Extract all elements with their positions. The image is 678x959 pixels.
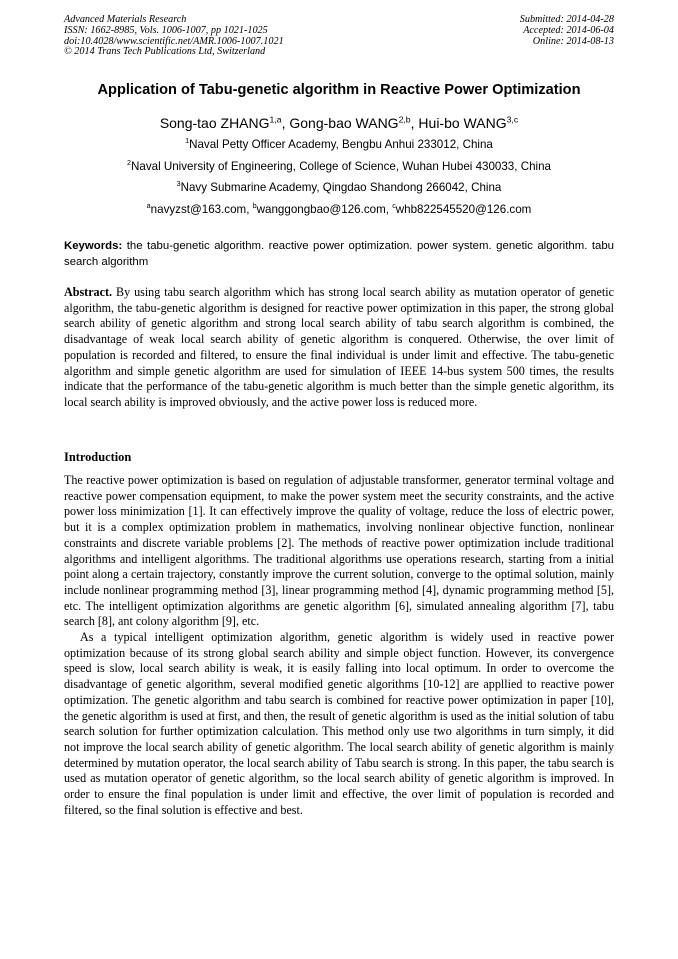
email-sup: a <box>146 201 151 211</box>
affiliation-text: Naval Petty Officer Academy, Bengbu Anhui 233012, China <box>189 138 493 151</box>
journal-copyright: © 2014 Trans Tech Publications Ltd, Switzerland <box>64 46 266 58</box>
email-address[interactable]: navyzst@163.com, <box>150 203 253 216</box>
accepted-date: Accepted: 2014-06-04 <box>523 24 614 36</box>
journal-doi: doi:10.4028/www.scientific.net/AMR.1006-1007.1021 <box>64 35 284 47</box>
online-date: Online: 2014-08-13 <box>532 35 614 47</box>
author-name: Gong-bao WANG <box>289 115 399 131</box>
author-sup: 1,a <box>269 114 282 125</box>
dates-header <box>520 15 614 47</box>
abstract-block <box>64 285 614 411</box>
journal-issn: ISSN: 1662-8985, Vols. 1006-1007, pp 1021-1025 <box>64 24 268 36</box>
author-sup: 2,b <box>398 114 411 125</box>
affiliation-sup: 2 <box>127 158 131 168</box>
email-sup: c <box>392 201 396 211</box>
affiliation <box>0 138 678 151</box>
affiliation <box>0 181 678 194</box>
author-name: Song-tao ZHANG <box>159 115 270 131</box>
submitted-date: Submitted: 2014-04-28 <box>519 14 614 25</box>
journal-name: Advanced Materials Research <box>64 14 187 25</box>
email-address[interactable]: wanggongbao@126.com, <box>256 203 393 216</box>
journal-header <box>64 15 284 58</box>
intro-paragraph: As a typical intelligent optimization algorithm, genetic algorithm is widely used in reactive power optimization because of its strong global search ability and simple object function. However, its convergence speed is slow, local search ability is weak, it is easily falling into local optimum. In order to overcome the disadvantage of genetic algorithm, several modified genetic algorithms [10-12] are appllied to reactive power optimization. The genetic algorithm and tabu search is combined for reactive power optimization in paper [10], the genetic algorithm is used at first, and then, the result of genetic algorithm is used as the initial solution of tabu search solution for further optimization calculation. This method only use two algorithms in turn simply, it did not improve the local search ability of genetic algorithm. The local search ability of genetic algorithm is mainly determined by mutation operator, the local search ability of Tabu search is strong. In this paper, the tabu search is used as mutation operator of genetic algorithm, so the local search ability of genetic algorithm is improved. In order to ensure the final population is under limit and effective, the over limit of population is recorded and filtered, so the final solution is effective and best. <box>64 630 614 817</box>
author-separator: , <box>281 115 290 131</box>
keywords-block <box>64 239 614 270</box>
abstract-text: By using tabu search algorithm which has strong local search ability as mutation operator of genetic algorithm, the tabu-genetic algorithm is designed for reactive power optimization in this paper, the strong global search ability of genetic algorithm and strong local search ability of tabu search algorithm is combined, the disadvantage of weak local search ability of genetic algorithm is conquered. Otherwise, the over limit of population is recorded and filtered, to ensure the final individual is under limit and effective. The tabu-genetic algorithm and simple genetic algorithm are used for simulation of IEEE 14-bus system 500 times, the results indicate that the performance of the tabu-genetic algorithm is much better than the simple genetic algorithm, its local search ability is improved obviously, and the active power loss is reduced more. <box>64 285 614 409</box>
affiliation <box>0 160 678 173</box>
section-heading-introduction: Introduction <box>64 450 132 464</box>
abstract-label: Abstract. <box>64 285 113 299</box>
affiliation-sup: 3 <box>176 179 181 189</box>
author-separator: , <box>410 115 419 131</box>
author-sup: 3,c <box>506 114 519 125</box>
paper-title: Application of Tabu-genetic algorithm in Reactive Power Optimization <box>97 82 581 98</box>
author-list <box>0 115 678 131</box>
email-sup: b <box>252 201 257 211</box>
affiliation-sup: 1 <box>185 136 190 146</box>
email-list <box>0 203 678 216</box>
keywords-label: Keywords: <box>64 240 123 252</box>
affiliation-text: Naval University of Engineering, College of Science, Wuhan Hubei 430033, China <box>131 160 551 173</box>
email-address[interactable]: whb822545520@126.com <box>395 203 532 216</box>
introduction-body <box>64 473 614 818</box>
keywords-text: the tabu-genetic algorithm. reactive power optimization. power system. genetic algorithm. tabu search algorithm <box>64 240 615 268</box>
intro-paragraph: The reactive power optimization is based on regulation of adjustable transformer, generator terminal voltage and reactive power compensation equipment, to make the power system meet the security constraints, and the active power loss minimization [1]. It can effectively improve the quality of voltage, reduce the loss of electric power, but it is a complex optimization problem in mathematics, involving nonlinear objective function, nonlinear constraints and discrete variable problems [2]. The methods of reactive power optimization include traditional algorithms and intelligent algorithms. The traditional algorithms use operations research, starting from a initial point along a certain trajectory, constantly improve the current solution, converge to the optimal solution, mainly include nonlinear programming method [3], linear programming method [4], dynamic programming method [5], etc. The intelligent optimization algorithms are genetic algorithm [6], simulated annealing algorithm [7], tabu search [8], ant colony algorithm [9], etc. <box>64 473 614 629</box>
affiliation-text: Navy Submarine Academy, Qingdao Shandong 266042, China <box>180 181 502 194</box>
author-name: Hui-bo WANG <box>418 115 507 131</box>
